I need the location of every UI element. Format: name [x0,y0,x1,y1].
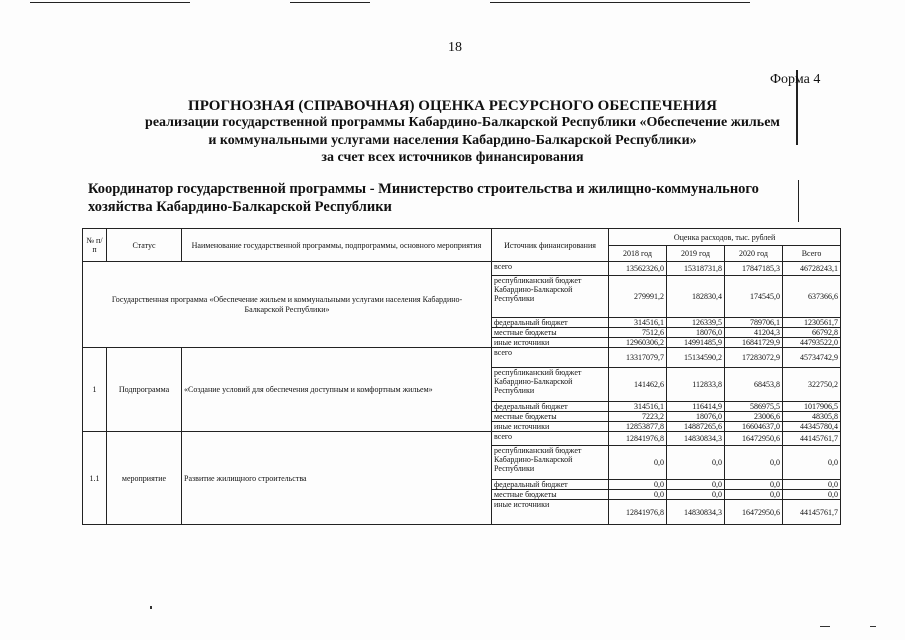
value-cell: 0,0 [783,490,841,500]
program-name: Государственная программа «Обеспечение жильем и коммунальными услугами населения Кабардино-Балкарской Республики» [83,262,492,348]
value-cell: 0,0 [783,480,841,490]
value-cell: 13317079,7 [609,348,667,368]
value-cell: 68453,8 [725,368,783,402]
header-source: Источник финансирования [492,229,609,262]
scan-line [290,2,370,3]
value-cell: 0,0 [725,446,783,480]
source-cell: местные бюджеты [492,328,609,338]
row-name: «Создание условий для обеспечения доступным и комфортным жильем» [182,348,492,432]
header-status: Статус [107,229,182,262]
value-cell: 18076,0 [667,328,725,338]
value-cell: 0,0 [609,446,667,480]
header-num: № п/п [83,229,107,262]
table-row [83,348,841,368]
value-cell: 44345780,4 [783,422,841,432]
header-2018: 2018 год [609,246,667,262]
source-cell: всего [492,432,609,446]
value-cell: 44145761,7 [783,432,841,446]
source-cell: федеральный бюджет [492,402,609,412]
source-cell: республиканский бюджет Кабардино-Балкарской Республики [492,276,609,318]
value-cell: 45734742,9 [783,348,841,368]
value-cell: 0,0 [725,480,783,490]
row-status: Подпрограмма [107,348,182,432]
resource-table [82,228,841,525]
scan-speck [820,626,830,627]
value-cell: 182830,4 [667,276,725,318]
value-cell: 279991,2 [609,276,667,318]
value-cell: 0,0 [783,446,841,480]
source-cell: республиканский бюджет Кабардино-Балкарской Республики [492,368,609,402]
document-subtitle-line: реализации государственной программы Кабардино-Балкарской Республики «Обеспечение жильем [145,115,780,130]
row-status: мероприятие [107,432,182,525]
scan-line [490,2,750,3]
value-cell: 44145761,7 [783,500,841,525]
value-cell: 1017906,5 [783,402,841,412]
value-cell: 116414,9 [667,402,725,412]
source-cell: иные источники [492,500,609,525]
scan-line [30,2,190,3]
value-cell: 23006,6 [725,412,783,422]
header-total: Всего [783,246,841,262]
row-number: 1.1 [83,432,107,525]
value-cell: 14887265,6 [667,422,725,432]
table-row [83,262,841,276]
value-cell: 112833,8 [667,368,725,402]
value-cell: 46728243,1 [783,262,841,276]
value-cell: 18076,0 [667,412,725,422]
source-cell: республиканский бюджет Кабардино-Балкарской Республики [492,446,609,480]
value-cell: 15134590,2 [667,348,725,368]
source-cell: всего [492,348,609,368]
value-cell: 141462,6 [609,368,667,402]
scan-margin-line [798,180,799,222]
document-title: ПРОГНОЗНАЯ (СПРАВОЧНАЯ) ОЦЕНКА РЕСУРСНОГО ОБЕСПЕЧЕНИЯ [188,98,717,114]
value-cell: 0,0 [609,480,667,490]
table-row [83,432,841,446]
value-cell: 7223,2 [609,412,667,422]
row-number: 1 [83,348,107,432]
form-label: Форма 4 [770,72,821,87]
scan-speck [150,606,152,609]
value-cell: 12960306,2 [609,338,667,348]
value-cell: 15318731,8 [667,262,725,276]
value-cell: 44793522,0 [783,338,841,348]
value-cell: 586975,5 [725,402,783,412]
value-cell: 48305,8 [783,412,841,422]
value-cell: 13562326,0 [609,262,667,276]
value-cell: 637366,6 [783,276,841,318]
value-cell: 66792,8 [783,328,841,338]
source-cell: местные бюджеты [492,412,609,422]
header-2020: 2020 год [725,246,783,262]
value-cell: 0,0 [667,490,725,500]
coordinator-text: Координатор государственной программы - Министерство строительства и жилищно-коммунального хозяйства Кабардино-Балкарской Республики [88,181,759,215]
source-cell: всего [492,262,609,276]
value-cell: 0,0 [667,480,725,490]
value-cell: 12841976,8 [609,500,667,525]
header-2019: 2019 год [667,246,725,262]
value-cell: 14830834,3 [667,432,725,446]
value-cell: 16472950,6 [725,432,783,446]
scan-speck [870,626,876,627]
value-cell: 16472950,6 [725,500,783,525]
value-cell: 174545,0 [725,276,783,318]
header-name: Наименование государственной программы, подпрограммы, основного мероприятия [182,229,492,262]
value-cell: 126339,5 [667,318,725,328]
value-cell: 14991485,9 [667,338,725,348]
source-cell: местные бюджеты [492,490,609,500]
value-cell: 12853877,8 [609,422,667,432]
value-cell: 0,0 [609,490,667,500]
value-cell: 17847185,3 [725,262,783,276]
value-cell: 0,0 [667,446,725,480]
value-cell: 7512,6 [609,328,667,338]
row-name: Развитие жилищного строительства [182,432,492,525]
value-cell: 12841976,8 [609,432,667,446]
value-cell: 1230561,7 [783,318,841,328]
header-estimate: Оценка расходов, тыс. рублей [609,229,841,246]
value-cell: 0,0 [725,490,783,500]
page-number: 18 [448,40,462,55]
source-cell: федеральный бюджет [492,480,609,490]
value-cell: 16841729,9 [725,338,783,348]
value-cell: 314516,1 [609,402,667,412]
value-cell: 16604637,0 [725,422,783,432]
value-cell: 14830834,3 [667,500,725,525]
source-cell: федеральный бюджет [492,318,609,328]
value-cell: 314516,1 [609,318,667,328]
value-cell: 41204,3 [725,328,783,338]
value-cell: 17283072,9 [725,348,783,368]
source-cell: иные источники [492,422,609,432]
document-subtitle-line: за счет всех источников финансирования [321,150,584,165]
value-cell: 322750,2 [783,368,841,402]
document-subtitle-line: и коммунальными услугами населения Кабардино-Балкарской Республики» [208,133,697,148]
source-cell: иные источники [492,338,609,348]
value-cell: 789706,1 [725,318,783,328]
